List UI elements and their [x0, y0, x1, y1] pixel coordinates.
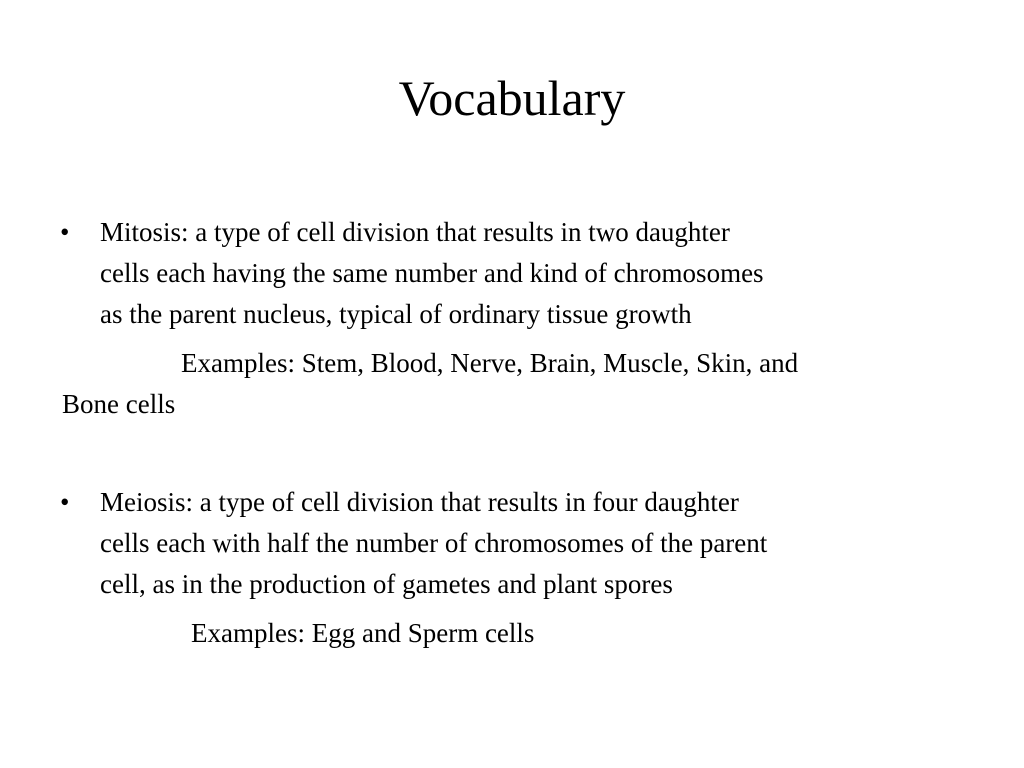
slide-title: Vocabulary [398, 70, 626, 126]
meiosis-definition: Meiosis: a type of cell division that results in four daughter cells each with half the number of chromosomes of the parent cell, as in the production of gametes and plant spores [100, 487, 768, 599]
bullet-item-mitosis [60, 212, 960, 335]
meiosis-examples: Examples: Egg and Sperm cells [191, 618, 535, 648]
mitosis-examples: Examples: Stem, Blood, Nerve, Brain, Muscle, Skin, and Bone cells [62, 348, 799, 419]
bullet-item-meiosis [60, 482, 960, 605]
mitosis-definition: Mitosis: a type of cell division that results in two daughter cells each having the same number and kind of chromosomes as the parent nucleus, typical of ordinary tissue growth [100, 217, 764, 329]
bullet-icon: • [60, 487, 70, 517]
bullet-icon: • [60, 217, 70, 247]
